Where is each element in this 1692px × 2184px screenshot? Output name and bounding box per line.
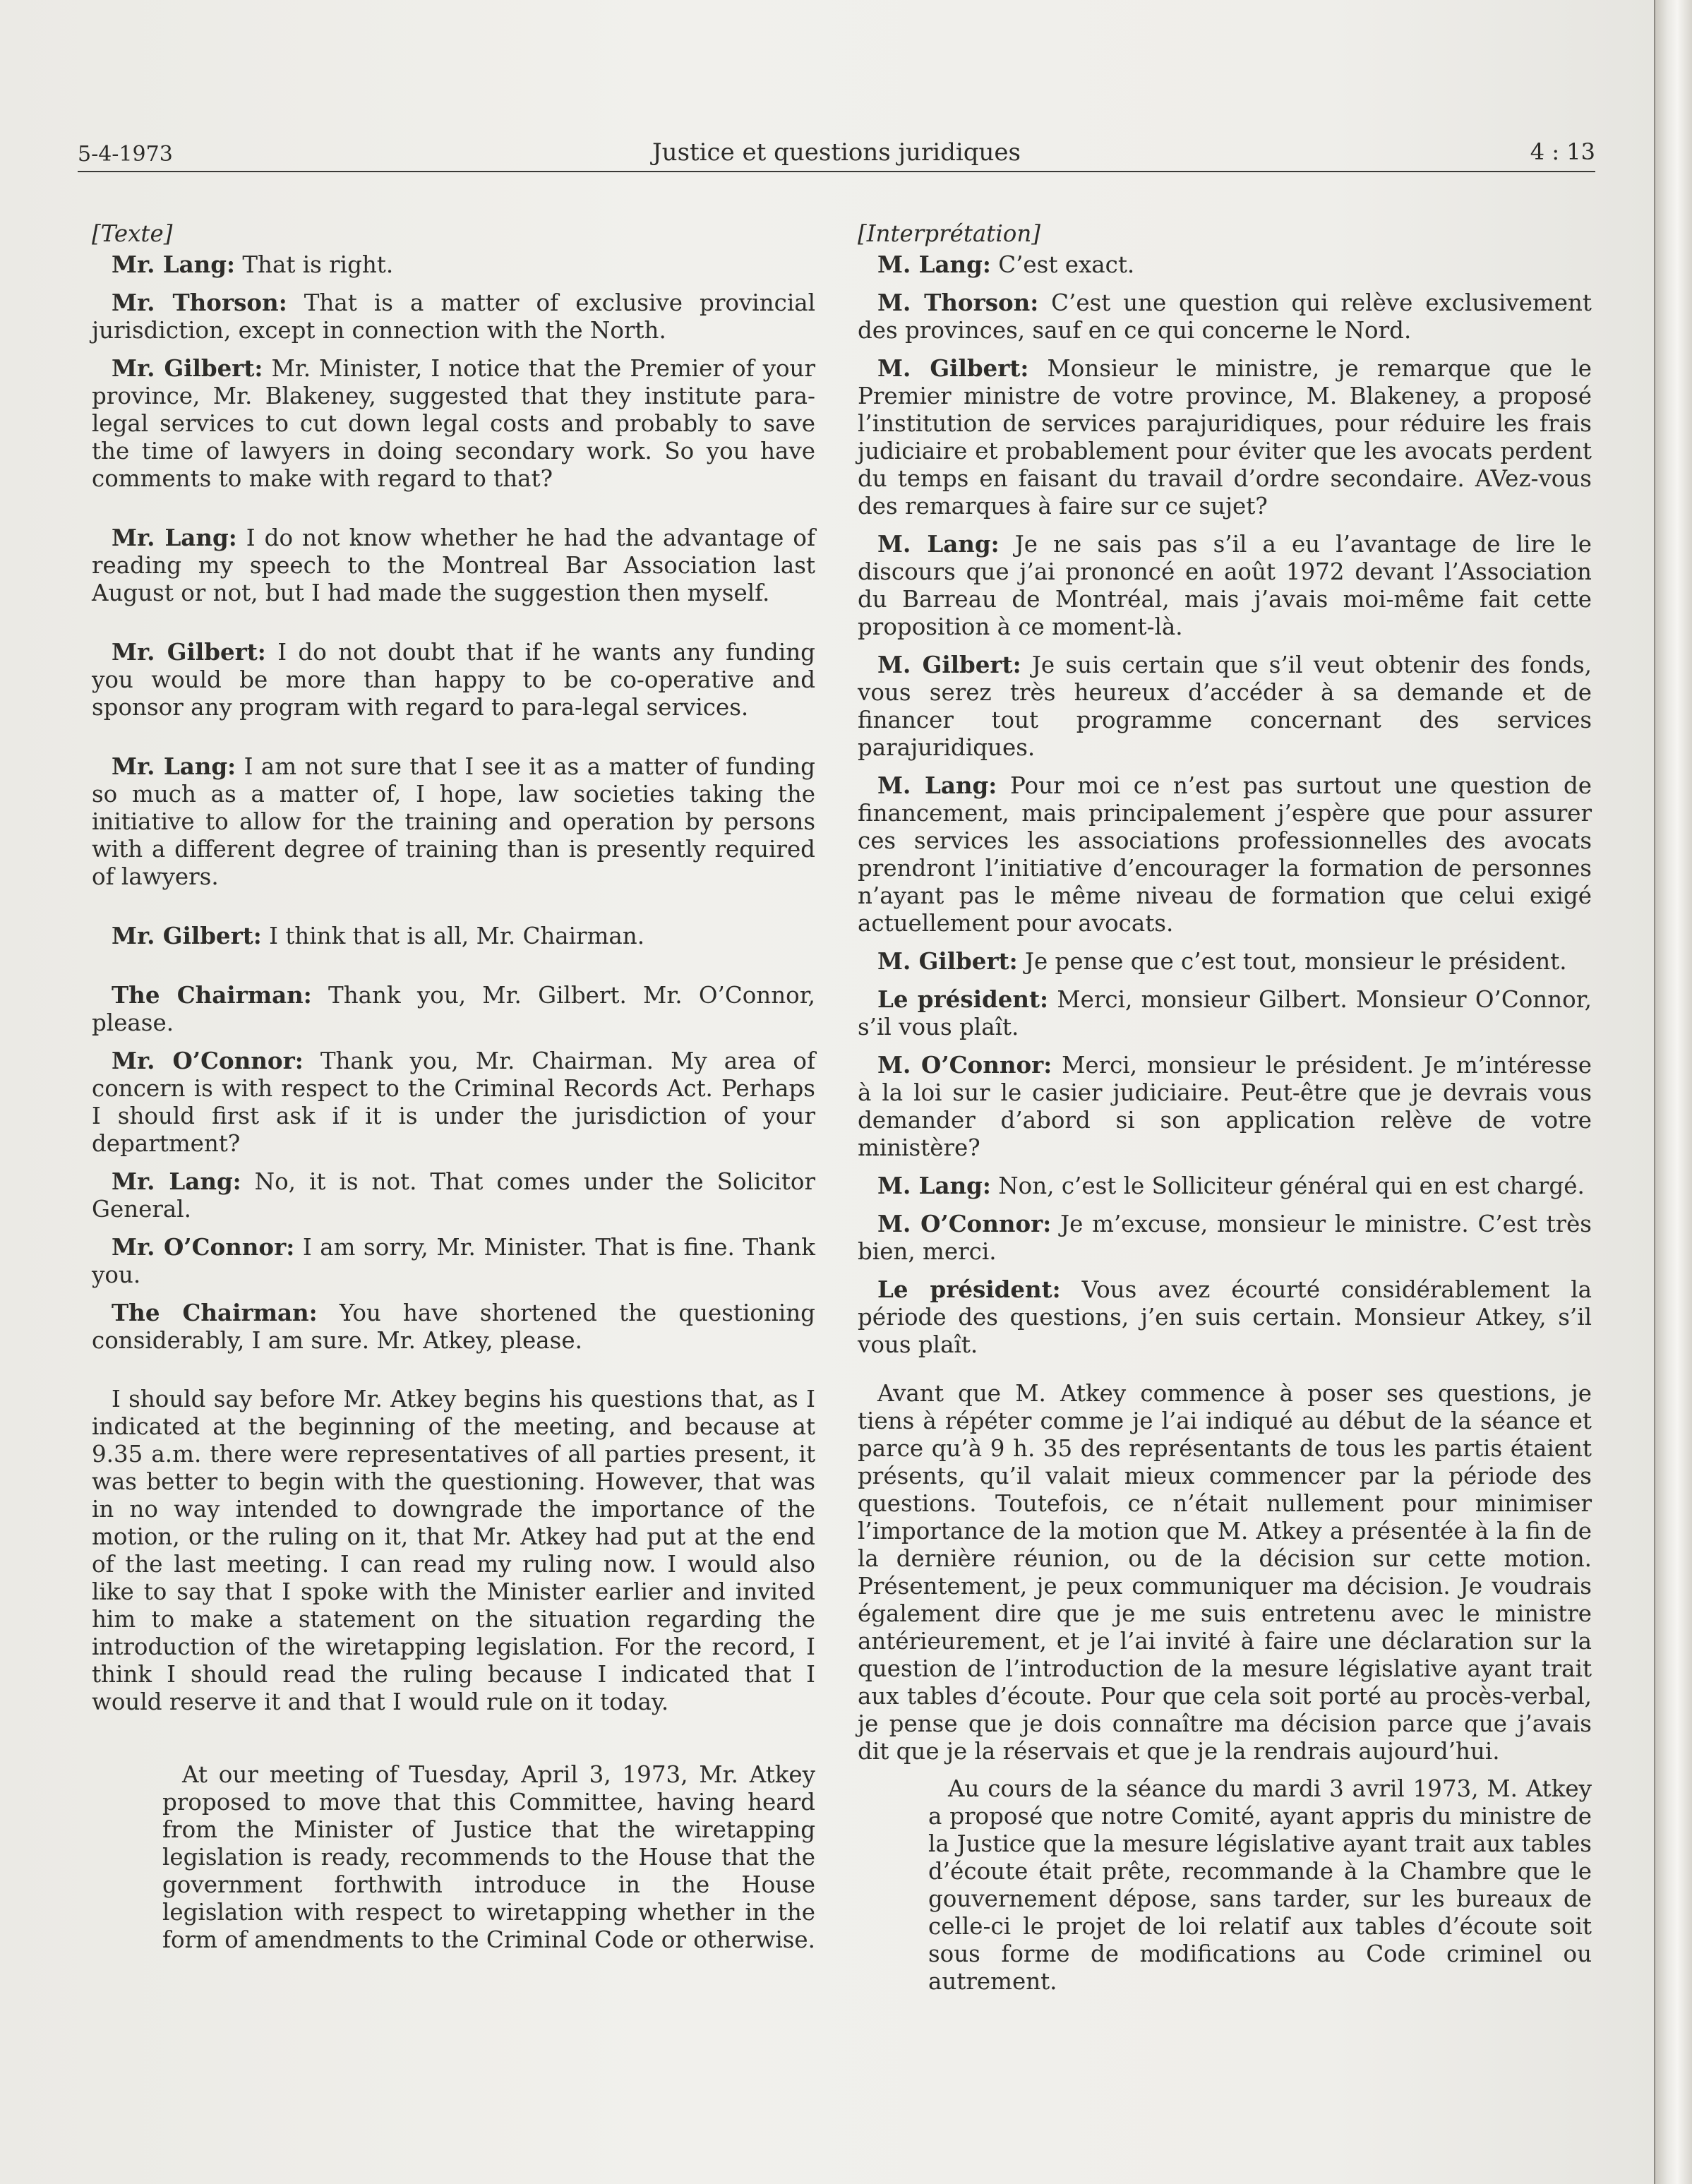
speaker-name: M. O’Connor: [877, 1210, 1052, 1237]
speech-entry [858, 1276, 1592, 1359]
speech-text: Je m’excuse, monsieur le ministre. C’est très bien, merci. [858, 1211, 1592, 1265]
speech-text: That is a matter of exclusive provincial jurisdiction, except in connection with the North. [92, 289, 815, 344]
speech-text: C’est exact. [998, 251, 1135, 278]
speech-entry [92, 1168, 815, 1223]
speaker-name: Mr. Gilbert: [112, 922, 262, 949]
speaker-name: M. Lang: [877, 530, 1000, 558]
speech-entry [858, 985, 1592, 1041]
header-page-number: 4 : 13 [1530, 138, 1595, 165]
column-french [858, 220, 1592, 2005]
speech-text: Mr. Minister, I notice that the Premier of your province, Mr. Blakeney, suggested that they institute para-legal services to cut down legal costs and probably to save the time of lawyers in doing secondary work. So you have comments to make with regard to that? [92, 355, 815, 492]
speech-text: Thank you, Mr. Chairman. My area of concern is with respect to the Criminal Records Act. Perhaps I should first ask if it is under the jurisdiction of your department? [92, 1048, 815, 1157]
speaker-name: Mr. Gilbert: [112, 638, 266, 666]
speaker-name: The Chairman: [112, 981, 312, 1009]
speech-entry [92, 638, 815, 721]
speaker-name: M. Gilbert: [877, 354, 1029, 382]
speech-text: I am sorry, Mr. Minister. That is fine. Thank you. [92, 1234, 815, 1288]
speech-entry [858, 1172, 1592, 1200]
speech-entry [92, 1047, 815, 1158]
speech-text: Vous avez écourté considérablement la période des questions, j’en suis certain. Monsieur Atkey, s’il vous plaît. [858, 1276, 1592, 1358]
speech-entry [92, 354, 815, 493]
speech-entry [92, 289, 815, 344]
speaker-name: M. Gilbert: [877, 947, 1018, 975]
speech-entry [858, 251, 1592, 279]
chairman-paragraph: I should say before Mr. Atkey begins his questions that, as I indicated at the beginning of the meeting, and because at 9.35 a.m. there were representatives of all parties present, it was better to begin with the questioning. However, that was in no way intended to downgrade the importance of the motion, or the ruling on it, that Mr. Atkey had put at the end of the last meeting. I can read my ruling now. I would also like to say that I spoke with the Minister earlier and invited him to make a statement on the situation regarding the introduction of the wiretapping legislation. For the record, I think I should read the ruling because I indicated that I would reserve it and that I would rule on it today. [92, 1386, 815, 1715]
speaker-name: Mr. O’Connor: [112, 1233, 295, 1261]
speech-text: Merci, monsieur Gilbert. Monsieur O’Connor, s’il vous plaît. [858, 986, 1592, 1040]
speech-text: Je ne sais pas s’il a eu l’avantage de lire le discours que j’ai prononcé en août 1972 devant l’Association du Barreau de Montréal, mais j’avais moi-même fait cette proposition à ce moment-là. [858, 531, 1592, 640]
speaker-name: M. Thorson: [877, 289, 1039, 316]
chairman-paragraph: Avant que M. Atkey commence à poser ses questions, je tiens à répéter comme je l’ai indiqué au début de la séance et parce qu’à 9 h. 35 des représentants de tous les partis étaient présents, qu’il valait mieux commencer par la période des questions. Toutefois, ce n’était nullement pour minimiser l’importance de la motion que M. Atkey a présentée à la fin de la dernière réunion, ou de la décision sur cette motion. Présentement, je peux communiquer ma décision. Je voudrais également dire que je me suis entretenu avec le ministre antérieurement, et je l’ai invité à faire une déclaration sur la question de l’introduction de la mesure législative ayant trait aux tables d’écoute. Pour que cela soit porté au procès-verbal, je pense que je dois connaître ma décision parce que j’avais dit que je la réservais et que je la rendrais aujourd’hui. [858, 1380, 1592, 1765]
speech-text: I do not doubt that if he wants any funding you would be more than happy to be co-operative and sponsor any program with regard to para-legal services. [92, 639, 815, 721]
column-english [92, 220, 815, 1964]
speech-text: I think that is all, Mr. Chairman. [269, 923, 645, 949]
speech-entry [92, 752, 815, 891]
speech-text: Je suis certain que s’il veut obtenir des fonds, vous serez très heureux d’accéder à sa demande et de financer tout programme concernant des services parajuridiques. [858, 652, 1592, 761]
speech-entry [858, 651, 1592, 762]
speech-entry [92, 1299, 815, 1355]
speaker-name: The Chairman: [112, 1299, 318, 1326]
speaker-name: Mr. O’Connor: [112, 1047, 304, 1074]
speech-entry [92, 981, 815, 1037]
speaker-name: M. Lang: [877, 251, 991, 278]
speaker-name: M. O’Connor: [877, 1051, 1052, 1079]
speech-entry [858, 947, 1592, 976]
section-tag: [Texte] [92, 220, 173, 247]
speaker-name: Mr. Lang: [112, 1168, 241, 1195]
speaker-name: Le président: [877, 985, 1049, 1013]
speech-text: Thank you, Mr. Gilbert. Mr. O’Connor, please. [92, 982, 815, 1036]
speech-text: Merci, monsieur le président. Je m’intéresse à la loi sur le casier judiciaire. Peut-être que je devrais vous demander d’abord si son application relève de votre ministère? [858, 1052, 1592, 1161]
speech-text: C’est une question qui relève exclusivement des provinces, sauf en ce qui concerne le Nord. [858, 289, 1592, 344]
speech-entry [92, 922, 815, 950]
speech-entry [858, 289, 1592, 344]
speaker-name: Mr. Lang: [112, 251, 236, 278]
speech-text: You have shortened the questioning considerably, I am sure. Mr. Atkey, please. [92, 1300, 815, 1354]
ruling-quote: At our meeting of Tuesday, April 3, 1973, Mr. Atkey proposed to move that this Committee, having heard from the Minister of Justice that the wiretapping legislation is ready, recommends to the House that the government forthwith introduce in the House legislation with respect to wiretapping whether in the form of amendments to the Criminal Code or otherwise. [162, 1761, 815, 1953]
ruling-quote: Au cours de la séance du mardi 3 avril 1973, M. Atkey a proposé que notre Comité, ayant appris du ministre de la Justice que la mesure législative ayant trait aux tables d’écoute était prête, recommande à la Chambre que le gouvernement dépose, sans tarder, sur les bureaux de celle-ci le projet de loi relatif aux tables d’écoute soit sous forme de modifications au Code criminel ou autrement. [928, 1775, 1592, 1995]
speech-entry [92, 251, 815, 279]
speech-entry [858, 1210, 1592, 1266]
speaker-name: M. Gilbert: [877, 651, 1021, 678]
speaker-name: M. Lang: [877, 772, 997, 799]
speech-text: I am not sure that I see it as a matter of funding so much as a matter of, I hope, law societies taking the initiative to allow for the training and operation by persons with a different degree of training than is presently required of lawyers. [92, 753, 815, 890]
speech-text: Je pense que c’est tout, monsieur le président. [1024, 948, 1567, 975]
speaker-name: Mr. Lang: [112, 524, 237, 551]
speech-text: No, it is not. That comes under the Solicitor General. [92, 1168, 815, 1223]
speech-text: Pour moi ce n’est pas surtout une question de financement, mais principalement j’espère que pour assurer ces services les associations professionnelles des avocats prendront l’initiative d’encourager la formation de personnes n’ayant pas le même niveau de formation que celui exigé actuellement pour avocats. [858, 772, 1592, 937]
speaker-name: M. Lang: [877, 1172, 991, 1199]
speaker-name: Mr. Thorson: [112, 289, 287, 316]
speech-text: I do not know whether he had the advantage of reading my speech to the Montreal Bar Association last August or not, but I had made the suggestion then myself. [92, 524, 816, 606]
header-title: Justice et questions juridiques [652, 138, 1021, 167]
speech-entry [92, 1233, 815, 1289]
speaker-name: Mr. Gilbert: [112, 354, 263, 382]
section-tag: [Interprétation] [858, 220, 1040, 247]
speech-entry [858, 772, 1592, 937]
speech-entry [858, 530, 1592, 641]
speech-entry [858, 354, 1592, 520]
speech-text: Non, c’est le Solliciteur général qui en est chargé. [998, 1172, 1585, 1199]
speaker-name: Mr. Lang: [112, 752, 236, 780]
speech-entry [92, 524, 815, 607]
speech-text: That is right. [242, 251, 394, 278]
page-header [78, 127, 1595, 172]
header-date: 5-4-1973 [78, 142, 173, 167]
speech-text: Monsieur le ministre, je remarque que le Premier ministre de votre province, M. Blakeney, a proposé l’institution de services parajuridiques, pour réduire les frais judiciaire et probablement pour éviter que les avocats perdent du temps en faisant du travail d’ordre secondaire. AVez-vous des remarques à faire sur ce sujet? [858, 355, 1592, 520]
binding-edge [1654, 0, 1692, 2184]
speech-entry [858, 1051, 1592, 1162]
speaker-name: Le président: [877, 1276, 1061, 1303]
